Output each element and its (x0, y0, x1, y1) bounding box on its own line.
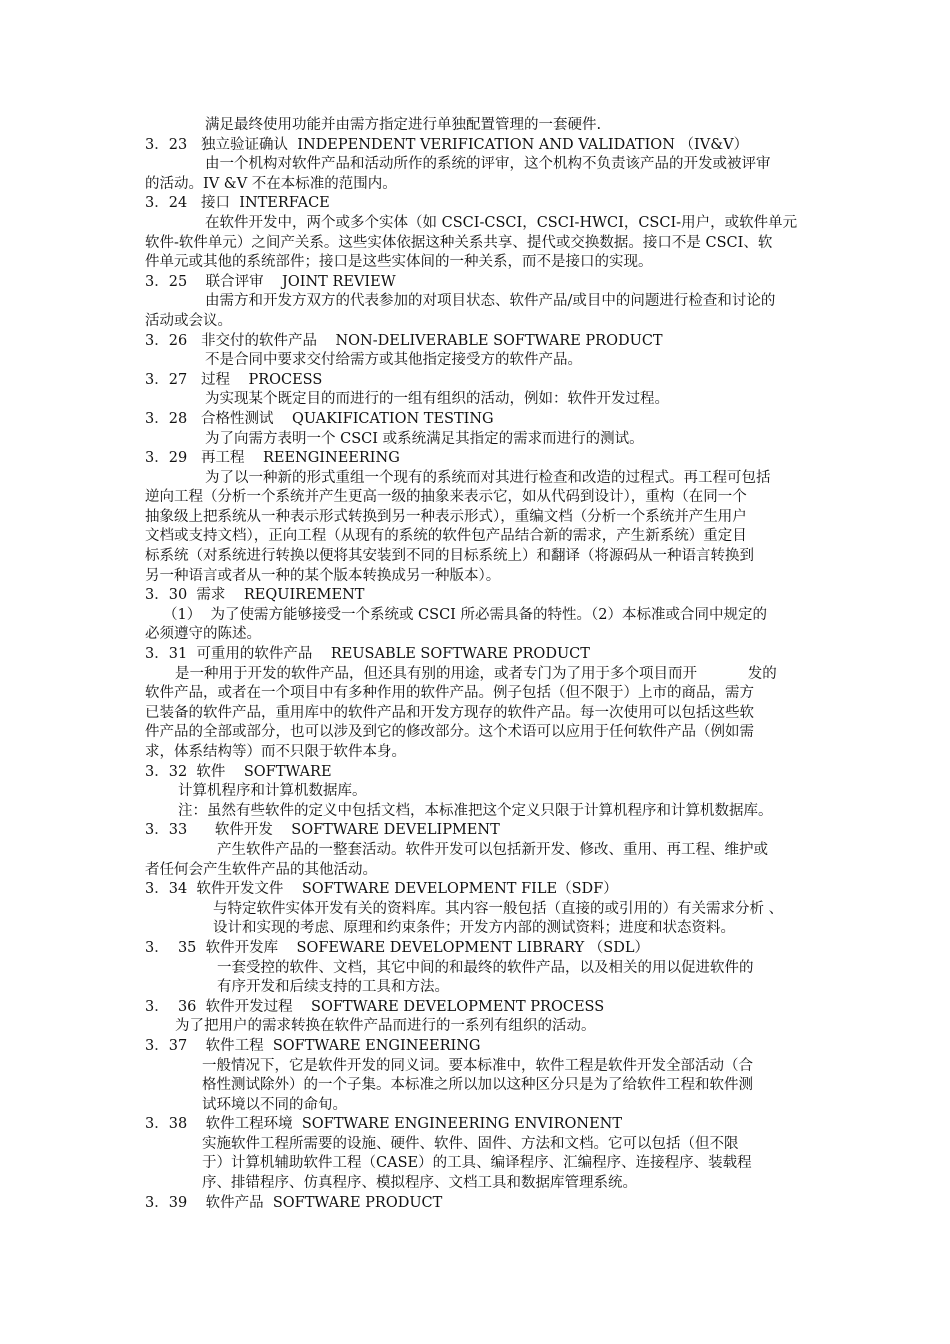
text-line: 3．26 非交付的软件产品 NON-DELIVERABLE SOFTWARE PRODUCT (145, 332, 663, 349)
text-line: 3． 36 软件开发过程 SOFTWARE DEVELOPMENT PROCESS (145, 998, 605, 1015)
text-line: 注：虽然有些软件的定义中包括文档，本标准把这个定义只限于计算机程序和计算机数据库。 (178, 802, 773, 819)
text-line: 产生软件产品的一整套活动。软件开发可以包括新开发、修改、重用、再工程、维护或 (217, 841, 768, 858)
text-line: 3．31 可重用的软件产品 REUSABLE SOFTWARE PRODUCT (145, 646, 590, 663)
text-line: 3．33 软件开发 SOFTWARE DEVELIPMENT (145, 822, 500, 839)
text-line: 一套受控的软件、文档，其它中间的和最终的软件产品，以及相关的用以促进软件的 (217, 959, 754, 976)
text-line: 在软件开发中，两个或多个实体（如 CSCI-CSCI，CSCI-HWCI，CSCI-用户，或软件单元 (205, 214, 798, 231)
text-line: 设计和实现的考虑、原理和约束条件；开发方内部的测试资料；进度和状态资料。 (213, 920, 735, 937)
text-line: （1） 为了使需方能够接受一个系统或 CSCI 所必需具备的特性。（2）本标准或合同中规定的 (163, 606, 767, 623)
text-line: 由需方和开发方双方的代表参加的对项目状态、软件产品/或目中的问题进行检查和讨论的 (205, 293, 776, 310)
text-line: 由一个机构对软件产品和活动所作的系统的评审，这个机构不负责该产品的开发或被评审 (205, 156, 771, 173)
text-line: 3．37 软件工程 SOFTWARE ENGINEERING (145, 1037, 481, 1054)
text-line: 为了以一种新的形式重组一个现有的系统而对其进行检查和改造的过程式。再工程可包括 (205, 469, 771, 486)
text-line: 3．23 独立验证确认 INDEPENDENT VERIFICATION AND VALIDATION （IV&V） (145, 136, 749, 153)
text-line: 3．38 软件工程环境 SOFTWARE ENGINEERING ENVIRONENT (145, 1116, 623, 1133)
text-line: 件单元或其他的系统部件；接口是这些实体间的一种关系，而不是接口的实现。 (145, 254, 653, 271)
text-line: 活动或会议。 (145, 312, 232, 329)
text-line: 3．27 过程 PROCESS (145, 371, 323, 388)
text-line: 与特定软件实体开发有关的资料库。其内容一般包括（直接的或引用的）有关需求分析 、 (213, 900, 784, 917)
text-line: 为实现某个既定目的而进行的一组有组织的活动，例如：软件开发过程。 (205, 391, 669, 408)
text-line: 一般情况下，它是软件开发的同义词。要本标准中，软件工程是软件开发全部活动（合 (202, 1057, 753, 1074)
text-line: 序、排错程序、仿真程序、模拟程序、文档工具和数据库管理系统。 (202, 1175, 637, 1192)
text-line: 于）计算机辅助软件工程（CASE）的工具、编译程序、汇编程序、连接程序、装载程 (202, 1155, 752, 1172)
text-line: 逆向工程（分析一个系统并产生更高一级的抽象来表示它，如从代码到设计），重构（在同一个 (145, 489, 747, 506)
text-line: 3．32 软件 SOFTWARE (145, 763, 332, 780)
text-line: 已装备的软件产品，重用库中的软件产品和开发方现存的软件产品。每一次使用可以包括这些软 (145, 704, 754, 721)
text-line: 实施软件工程所需要的设施、硬件、软件、固件、方法和文档。它可以包括（但不限 (202, 1135, 739, 1152)
text-line: 3．39 软件产品 SOFTWARE PRODUCT (145, 1194, 443, 1211)
text-line: 求，体系结构等）而不只限于软件本身。 (145, 744, 406, 760)
document-body (145, 116, 865, 1213)
text-line: 者任何会产生软件产品的其他活动。 (145, 861, 377, 878)
text-line: 软件产品，或者在一个项目中有多种作用的软件产品。例子包括（但不限于）上市的商品，需方 (145, 685, 754, 702)
text-line: 3．29 再工程 REENGINEERING (145, 450, 400, 467)
text-line: 软件-软件单元）之间产关系。这些实体依据这种关系共享、提代或交换数据。接口不是 CSCI、软 (145, 234, 773, 251)
text-line: 3．25 联合评审 JOINT REVIEW (145, 273, 396, 290)
text-line: 另一种语言或者从一种的某个版本转换成另一种版本）。 (145, 567, 501, 584)
text-line: 的活动。IV &V 不在本标准的范围内。 (145, 175, 397, 192)
text-line: 必须遵守的陈述。 (145, 626, 261, 643)
text-line: 件产品的全部或部分，也可以涉及到它的修改部分。这个术语可以应用于任何软件产品（例如需 (145, 724, 754, 741)
text-line: 有序开发和后续支持的工具和方法。 (217, 979, 449, 996)
text-line: 试环境以不同的命旬。 (202, 1096, 347, 1113)
text-line: 满足最终使用功能并由需方指定进行单独配置管理的一套硬件. (205, 117, 602, 133)
text-line: 3．34 软件开发文件 SOFTWARE DEVELOPMENT FILE（SDF） (145, 881, 618, 898)
text-line: 3．24 接口 INTERFACE (145, 195, 330, 212)
text-line: 文档或支持文档），正向工程（从现有的系统的软件包产品结合新的需求，产生新系统）重定目 (145, 528, 747, 545)
text-line: 3． 35 软件开发库 SOFEWARE DEVELOPMENT LIBRARY （SDL） (145, 939, 649, 956)
text-line: 标系统（对系统进行转换以便将其安装到不同的目标系统上）和翻译（将源码从一种语言转换到 (145, 548, 754, 565)
text-line: 为了把用户的需求转换在软件产品而进行的一系列有组织的活动。 (175, 1018, 596, 1035)
text-line: 不是合同中要求交付给需方或其他指定接受方的软件产品。 (205, 352, 582, 369)
text-line: 计算机程序和计算机数据库。 (178, 783, 367, 800)
text-line: 为了向需方表明一个 CSCI 或系统满足其指定的需求而进行的测试。 (205, 430, 644, 447)
text-line: 格性测试除外）的一个子集。本标准之所以加以这种区分只是为了给软件工程和软件测 (202, 1077, 753, 1094)
text-line: 抽象级上把系统从一种表示形式转换到另一种表示形式），重编文档（分析一个系统并产生用户 (145, 508, 747, 525)
text-line: 是一种用于开发的软件产品，但还具有别的用途，或者专门为了用于多个项目而开 发的 (175, 665, 777, 682)
text-line: 3．30 需求 REQUIREMENT (145, 587, 365, 604)
text-line: 3．28 合格性测试 QUAKIFICATION TESTING (145, 410, 494, 427)
